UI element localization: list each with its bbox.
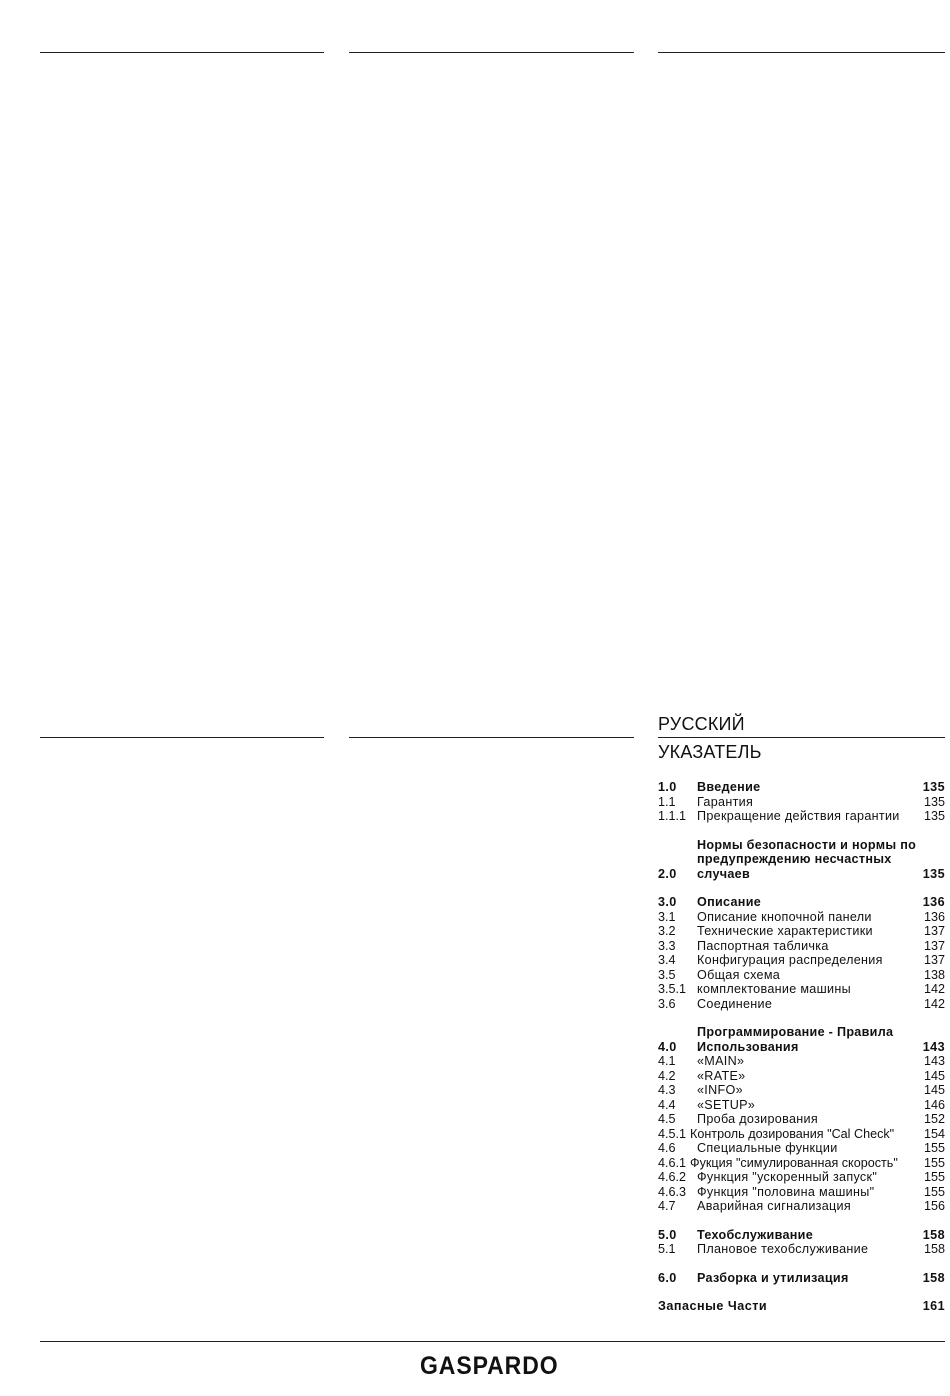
toc-page-number: 158 bbox=[922, 1227, 945, 1242]
toc-section-title: Введение bbox=[697, 780, 761, 794]
toc-entry[interactable] bbox=[658, 1127, 945, 1142]
toc-section-number: 4.5.1 bbox=[658, 1126, 687, 1141]
toc-section-title: Описание кнопочной панели bbox=[697, 909, 872, 924]
toc-page-number: 146 bbox=[923, 1097, 945, 1112]
toc-section-title: «MAIN» bbox=[697, 1054, 745, 1068]
toc-section-title: Плановое техобслуживание bbox=[697, 1242, 869, 1256]
toc-section-number: 3.1 bbox=[658, 909, 676, 924]
toc-page-number: 142 bbox=[923, 996, 945, 1011]
toc-entry[interactable] bbox=[658, 924, 945, 939]
toc-entry[interactable] bbox=[658, 809, 945, 824]
toc-section-number: 4.6.3 bbox=[658, 1184, 687, 1199]
toc-page-number: 137 bbox=[923, 924, 945, 938]
toc-section-number: 3.0 bbox=[658, 895, 677, 909]
table-of-contents bbox=[658, 780, 945, 1314]
toc-page-number: 145 bbox=[923, 1068, 945, 1083]
toc-section-title: «SETUP» bbox=[697, 1097, 756, 1112]
gaspardo-logo: GASPARDO bbox=[420, 1352, 559, 1380]
toc-section-title: Фукция "симулированная скорость" bbox=[690, 1155, 898, 1170]
toc-entry[interactable] bbox=[658, 795, 945, 810]
toc-section-number: 1.0 bbox=[658, 780, 677, 794]
toc-entry[interactable] bbox=[658, 1185, 945, 1200]
toc-page-number: 137 bbox=[923, 938, 945, 953]
toc-section-number: 3.6 bbox=[658, 996, 676, 1011]
toc-page-number: 155 bbox=[923, 1141, 945, 1155]
toc-page-number: 145 bbox=[923, 1083, 945, 1097]
toc-entry[interactable] bbox=[658, 1242, 945, 1257]
toc-section-number: 4.6.2 bbox=[658, 1170, 687, 1184]
toc-section-title: комплектование машины bbox=[697, 982, 851, 996]
toc-entry[interactable] bbox=[658, 968, 945, 983]
toc-entry[interactable] bbox=[658, 895, 945, 910]
toc-section-title: Функция "ускоренный запуск" bbox=[697, 1170, 878, 1184]
toc-entry[interactable] bbox=[658, 1271, 945, 1286]
toc-entry[interactable] bbox=[658, 838, 945, 882]
toc-page-number: 161 bbox=[922, 1299, 945, 1313]
toc-entry[interactable] bbox=[658, 982, 945, 997]
mid-rule-middle bbox=[349, 737, 634, 738]
mid-rule-left bbox=[40, 737, 324, 738]
toc-section-title: Контроль дозирования "Cal Check" bbox=[690, 1126, 895, 1141]
toc-section-title: Функция "половина машины" bbox=[697, 1184, 875, 1199]
toc-page-number: 143 bbox=[922, 1039, 945, 1054]
toc-section-number: 1.1 bbox=[658, 794, 676, 809]
toc-page-number: 143 bbox=[923, 1054, 945, 1068]
toc-page-number: 158 bbox=[923, 1242, 945, 1256]
toc-entry[interactable] bbox=[658, 1054, 945, 1069]
toc-section-number: 3.5.1 bbox=[658, 982, 687, 996]
toc-entry[interactable] bbox=[658, 1299, 945, 1314]
toc-page-number: 155 bbox=[923, 1184, 945, 1199]
toc-page-number: 135 bbox=[923, 809, 945, 823]
bottom-rule bbox=[40, 1341, 945, 1342]
toc-entry[interactable] bbox=[658, 1170, 945, 1185]
toc-page-number: 156 bbox=[923, 1199, 945, 1213]
toc-page-number: 135 bbox=[923, 794, 945, 809]
toc-section-number: 4.4 bbox=[658, 1097, 676, 1112]
toc-section-number: 5.0 bbox=[658, 1227, 677, 1242]
index-title: УКАЗАТЕЛЬ bbox=[658, 742, 762, 762]
toc-section-number: 4.6.1 bbox=[658, 1155, 687, 1170]
toc-page-number: 136 bbox=[923, 909, 945, 924]
toc-section-title: Аварийная сигнализация bbox=[697, 1199, 852, 1213]
toc-section-number: 4.6 bbox=[658, 1141, 676, 1155]
toc-section-title: Конфигурация распределения bbox=[697, 953, 883, 967]
toc-section-number: 5.1 bbox=[658, 1242, 676, 1256]
toc-entry[interactable] bbox=[658, 1098, 945, 1113]
toc-section-title: Прекращение действия гарантии bbox=[697, 809, 900, 823]
toc-section-title: Общая схема bbox=[697, 967, 781, 982]
toc-section-title: Паспортная табличка bbox=[697, 938, 829, 953]
toc-section-number: 6.0 bbox=[658, 1270, 677, 1285]
toc-section-title: «RATE» bbox=[697, 1068, 746, 1083]
toc-section-title: Гарантия bbox=[697, 794, 754, 809]
toc-page-number: 142 bbox=[923, 982, 945, 996]
toc-page-number: 155 bbox=[923, 1170, 945, 1184]
toc-section-number: 3.4 bbox=[658, 953, 676, 967]
toc-section-title: Соединение bbox=[697, 996, 773, 1011]
toc-section-number: 3.3 bbox=[658, 938, 676, 953]
toc-section-title: Технические характеристики bbox=[697, 924, 873, 938]
top-rule-right bbox=[658, 52, 945, 53]
toc-entry[interactable] bbox=[658, 1141, 945, 1156]
toc-section-number: 4.2 bbox=[658, 1068, 676, 1083]
toc-entry[interactable] bbox=[658, 997, 945, 1012]
toc-section-number: 2.0 bbox=[658, 866, 677, 881]
toc-section-title: Техобслуживание bbox=[697, 1227, 813, 1242]
toc-section-title: Нормы безопасности и нормы по предупреждению несчастных случаев bbox=[697, 837, 917, 881]
toc-section-number: 4.7 bbox=[658, 1199, 676, 1213]
toc-section-title: «INFO» bbox=[697, 1083, 743, 1097]
toc-section-number: 4.0 bbox=[658, 1039, 677, 1054]
toc-section-title: Описание bbox=[697, 895, 762, 909]
toc-entry[interactable] bbox=[658, 1069, 945, 1084]
toc-entry[interactable] bbox=[658, 1228, 945, 1243]
toc-section-number: 4.1 bbox=[658, 1054, 676, 1068]
toc-page-number: 136 bbox=[922, 895, 945, 909]
toc-page-number: 137 bbox=[923, 953, 945, 967]
mid-rule-right bbox=[658, 737, 945, 738]
toc-page-number: 154 bbox=[923, 1126, 945, 1141]
toc-entry[interactable] bbox=[658, 953, 945, 968]
toc-entry[interactable] bbox=[658, 1112, 945, 1127]
top-rule-middle bbox=[349, 52, 634, 53]
toc-page-number: 152 bbox=[923, 1112, 945, 1126]
toc-section-title: Программирование - Правила Использования bbox=[697, 1025, 894, 1054]
toc-section-title: Разборка и утилизация bbox=[697, 1270, 849, 1285]
toc-entry[interactable] bbox=[658, 1083, 945, 1098]
toc-page-number: 138 bbox=[923, 967, 945, 982]
toc-section-number: 4.3 bbox=[658, 1083, 676, 1097]
toc-entry[interactable] bbox=[658, 910, 945, 925]
toc-entry[interactable] bbox=[658, 1025, 945, 1054]
toc-section-number: 4.5 bbox=[658, 1112, 676, 1126]
toc-section-number: 3.2 bbox=[658, 924, 676, 938]
language-label: РУССКИЙ bbox=[658, 714, 745, 734]
top-rule-left bbox=[40, 52, 324, 53]
toc-section-title: Запасные Части bbox=[658, 1299, 768, 1313]
toc-page-number: 155 bbox=[923, 1155, 945, 1170]
toc-page-number: 135 bbox=[922, 780, 945, 794]
toc-section-title: Специальные функции bbox=[697, 1141, 838, 1155]
toc-entry[interactable] bbox=[658, 939, 945, 954]
toc-section-number: 1.1.1 bbox=[658, 809, 687, 823]
toc-section-title: Проба дозирования bbox=[697, 1112, 818, 1126]
toc-entry[interactable] bbox=[658, 780, 945, 795]
toc-page-number: 135 bbox=[922, 866, 945, 881]
toc-section-number: 3.5 bbox=[658, 967, 676, 982]
toc-page-number: 158 bbox=[922, 1270, 945, 1285]
toc-entry[interactable] bbox=[658, 1199, 945, 1214]
toc-entry[interactable] bbox=[658, 1156, 945, 1171]
